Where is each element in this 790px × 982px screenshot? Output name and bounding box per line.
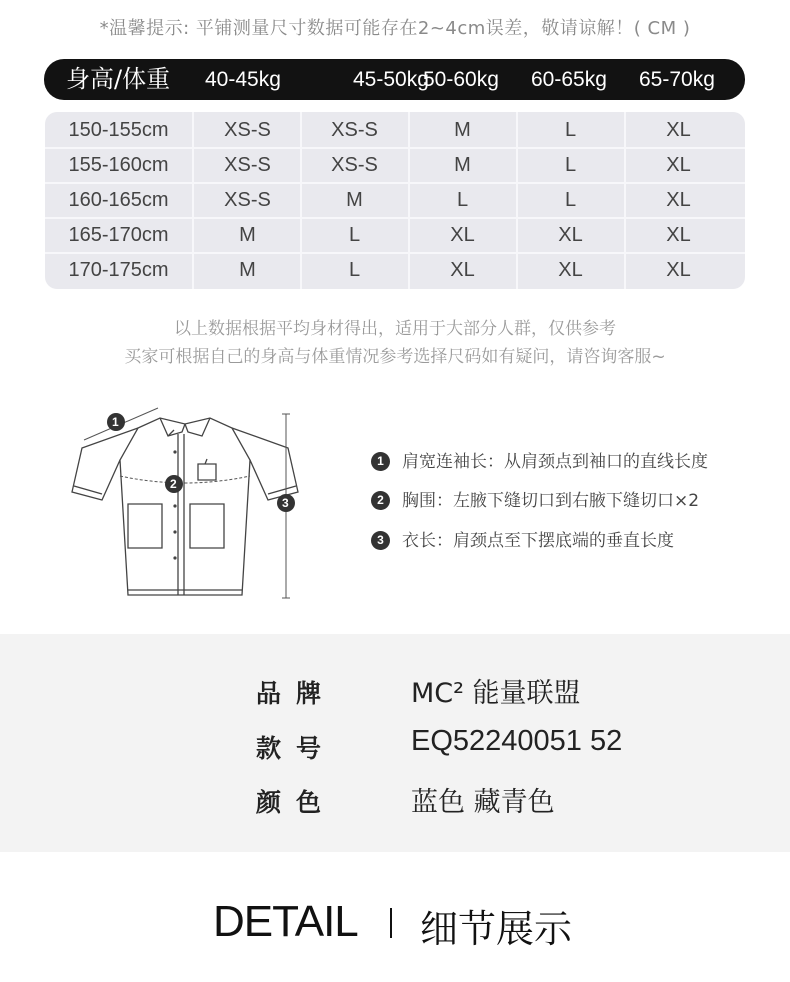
size-cell: XL [666, 189, 691, 211]
size-cell: M [454, 154, 471, 176]
size-cell: XL [666, 119, 691, 141]
note-line-2: 买家可根据自己的身高与体重情况参考选择尺码如有疑问，请咨询客服~ [124, 347, 666, 367]
height-cell: 160-165cm [68, 189, 169, 211]
color-label: 颜色 [256, 788, 337, 817]
size-cell: L [348, 259, 361, 281]
size-chart-table [45, 112, 745, 289]
size-chart-header [44, 59, 745, 100]
number-2-icon: 2 [371, 491, 390, 510]
size-cell: L [564, 119, 577, 141]
color-value: 蓝色 藏青色 [411, 787, 555, 818]
size-cell: XL [666, 259, 691, 281]
product-info-panel [0, 634, 790, 852]
brand-label: 品牌 [256, 679, 337, 708]
title-divider [390, 908, 392, 938]
size-cell: M [239, 259, 256, 281]
legend-text: 衣长：肩颈点至下摆底端的垂直长度 [402, 531, 674, 551]
detail-title-en: DETAIL [213, 897, 358, 946]
style-number-value: EQ52240051 52 [411, 725, 623, 757]
column-divider [408, 112, 410, 289]
table-row [45, 113, 745, 148]
size-cell: XS-S [331, 154, 378, 176]
size-cell: XL [558, 259, 583, 281]
column-divider [516, 112, 518, 289]
brand-value: MC² 能量联盟 [411, 678, 581, 709]
size-cell: L [456, 189, 469, 211]
table-row [45, 253, 745, 288]
size-cell: XS-S [331, 119, 378, 141]
row-divider [45, 147, 745, 149]
svg-text:2: 2 [170, 477, 177, 491]
size-cell: XL [558, 224, 583, 246]
size-cell: L [564, 154, 577, 176]
svg-text:1: 1 [112, 415, 119, 429]
header-weight-65-70: 65-70kg [639, 68, 715, 91]
height-cell: 165-170cm [68, 224, 169, 246]
column-divider [624, 112, 626, 289]
table-row [45, 183, 745, 218]
table-row [45, 218, 745, 253]
style-number-label: 款号 [256, 734, 337, 763]
size-cell: XS-S [224, 154, 271, 176]
size-cell: M [239, 224, 256, 246]
detail-title-zh: 细节展示 [420, 907, 573, 951]
number-3-icon: 3 [371, 531, 390, 550]
table-row [45, 148, 745, 183]
size-cell: XS-S [224, 189, 271, 211]
warm-tip-notice: *温馨提示: 平铺测量尺寸数据可能存在2~4cm误差，敬请谅解！( CM ) [99, 18, 691, 39]
svg-text:3: 3 [282, 496, 289, 510]
legend-text: 肩宽连袖长：从肩颈点到袖口的直线长度 [402, 452, 708, 472]
size-cell: L [348, 224, 361, 246]
header-weight-50-60: 50-60kg [423, 68, 499, 91]
size-cell: L [564, 189, 577, 211]
size-cell: M [346, 189, 363, 211]
row-divider [45, 182, 745, 184]
header-height-weight: 身高/体重 [66, 65, 171, 93]
size-cell: XL [450, 224, 475, 246]
column-divider [192, 112, 194, 289]
number-1-icon: 1 [371, 452, 390, 471]
note-line-1: 以上数据根据平均身材得出，适用于大部分人群，仅供参考 [174, 319, 616, 339]
header-weight-40-45: 40-45kg [205, 68, 281, 91]
header-weight-60-65: 60-65kg [531, 68, 607, 91]
size-cell: XL [450, 259, 475, 281]
robe-diagram-icon [60, 400, 310, 605]
row-divider [45, 252, 745, 254]
column-divider [300, 112, 302, 289]
header-weight-45-50: 45-50kg [353, 68, 429, 91]
height-cell: 170-175cm [68, 259, 169, 281]
row-divider [45, 217, 745, 219]
size-cell: XS-S [224, 119, 271, 141]
size-cell: M [454, 119, 471, 141]
legend-text: 胸围：左腋下缝切口到右腋下缝切口×2 [402, 491, 700, 511]
size-cell: XL [666, 224, 691, 246]
size-cell: XL [666, 154, 691, 176]
height-cell: 150-155cm [68, 119, 169, 141]
height-cell: 155-160cm [68, 154, 169, 176]
